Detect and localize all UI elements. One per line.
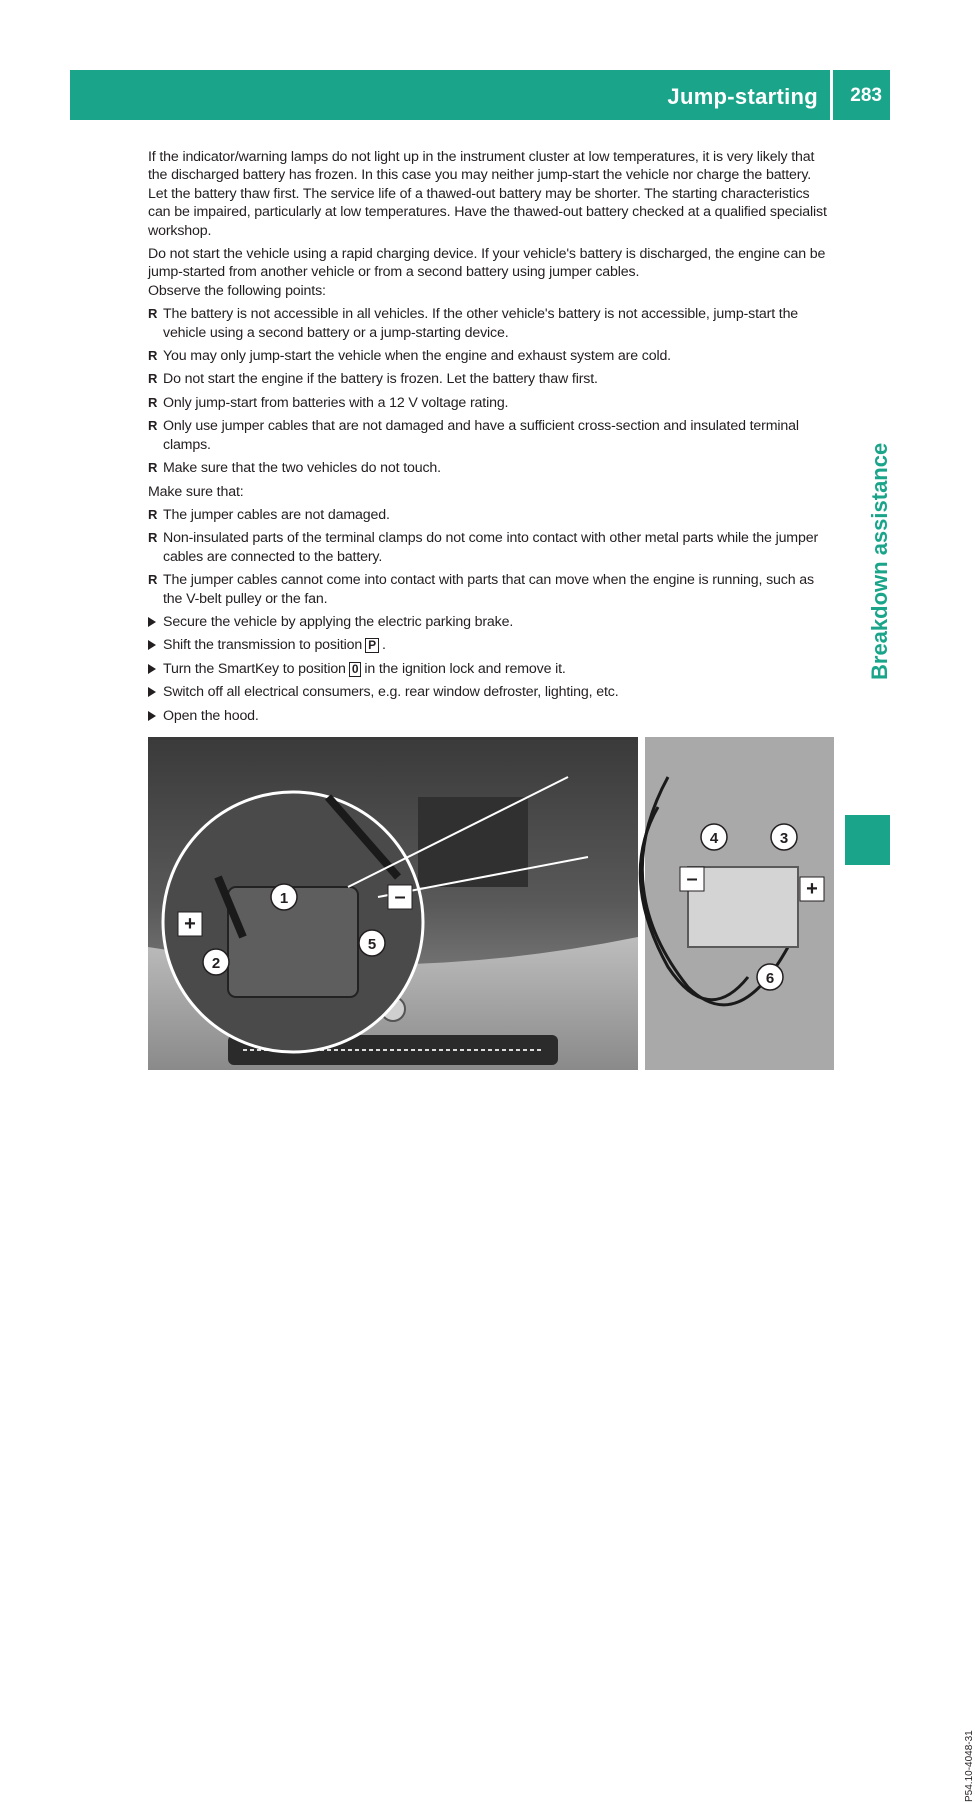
bullet-mark: R bbox=[148, 348, 158, 364]
list-item: R The battery is not accessible in all vehicles. If the other vehicle's battery is not accessible, jump-start the vehicle using a second battery or a jump-starting device. bbox=[148, 306, 799, 341]
step-arrow-icon bbox=[148, 664, 156, 674]
position-p-symbol: P bbox=[365, 638, 379, 653]
side-section-tab bbox=[845, 815, 890, 865]
figure-reference-code: P54.10-4048-31 bbox=[964, 1730, 975, 1802]
list-item: R The jumper cables cannot come into contact with parts that can move when the engine is running, such as the V-belt pulley or the fan. bbox=[148, 572, 814, 607]
bullet-mark: R bbox=[148, 572, 158, 588]
side-section-text: Breakdown assistance bbox=[867, 442, 892, 680]
step-arrow-icon bbox=[148, 711, 156, 721]
minus-symbol-right: – bbox=[686, 868, 698, 890]
bullet-mark: R bbox=[148, 306, 158, 322]
instruction-steps bbox=[148, 613, 834, 725]
step-item: Open the hood. bbox=[148, 707, 834, 725]
side-section-label bbox=[845, 140, 890, 810]
callout-5-label: 5 bbox=[367, 936, 377, 953]
figure-illustration bbox=[148, 737, 834, 1070]
list-item: R Do not start the engine if the battery is frozen. Let the battery thaw first. bbox=[148, 371, 598, 388]
list-item: R Make sure that the two vehicles do not touch. bbox=[148, 460, 441, 477]
plus-symbol-right: + bbox=[806, 878, 818, 900]
step-arrow-icon bbox=[148, 640, 156, 650]
header-bar bbox=[70, 70, 890, 120]
list-item: R Only use jumper cables that are not damaged and have a sufficient cross-section and insulated terminal clamps. bbox=[148, 418, 799, 453]
header-divider bbox=[830, 70, 833, 120]
bullet-mark: R bbox=[148, 530, 158, 546]
bullet-mark: R bbox=[148, 394, 158, 410]
step-item: Switch off all electrical consumers, e.g. rear window defroster, lighting, etc. bbox=[148, 683, 834, 701]
list-item: R The jumper cables are not damaged. bbox=[148, 506, 390, 523]
step-arrow-icon bbox=[148, 617, 156, 627]
paragraph-observe: Observe the following points: bbox=[148, 282, 326, 299]
page-number: 283 bbox=[850, 85, 882, 106]
list-item: R Only jump-start from batteries with a 12 V voltage rating. bbox=[148, 394, 509, 411]
jump-start-figure bbox=[148, 737, 975, 1802]
plus-symbol-left: + bbox=[184, 913, 196, 935]
callout-2-label: 2 bbox=[211, 955, 221, 972]
bullet-mark: R bbox=[148, 418, 158, 434]
minus-symbol-left: – bbox=[394, 886, 406, 908]
bullet-mark: R bbox=[148, 506, 158, 522]
list-item: R You may only jump-start the vehicle when the engine and exhaust system are cold. bbox=[148, 348, 671, 365]
observe-points-list bbox=[148, 305, 834, 477]
bullet-mark: R bbox=[148, 371, 158, 387]
paragraph-make-sure: Make sure that: bbox=[148, 483, 244, 500]
callout-4-label: 4 bbox=[709, 830, 719, 847]
step-item: Turn the SmartKey to position 0 in the ignition lock and remove it. bbox=[148, 660, 834, 678]
callout-3-label: 3 bbox=[779, 830, 789, 847]
position-0-symbol: 0 bbox=[349, 662, 362, 677]
make-sure-list bbox=[148, 506, 834, 608]
list-item: R Non-insulated parts of the terminal clamps do not come into contact with other metal parts while the jumper cables are connected to the battery. bbox=[148, 530, 819, 565]
section-title: Jump-starting bbox=[667, 84, 818, 109]
step-item: Secure the vehicle by applying the electric parking brake. bbox=[148, 613, 834, 631]
paragraph-jump-start-intro: Do not start the vehicle using a rapid charging device. If your vehicle's battery is discharged, the engine can be jump-started from another vehicle or from a second battery using jumper cables. bbox=[148, 246, 826, 281]
callout-1-label: 1 bbox=[279, 890, 289, 907]
bullet-mark: R bbox=[148, 460, 158, 476]
engine-cover bbox=[418, 797, 528, 887]
step-arrow-icon bbox=[148, 687, 156, 697]
step-item: Shift the transmission to position P . bbox=[148, 636, 834, 654]
body-content bbox=[148, 148, 834, 730]
paragraph-frozen-battery: If the indicator/warning lamps do not light up in the instrument cluster at low temperatures, it is very likely that the discharged battery has frozen. In this case you may neither jump-start the vehicle nor charge the battery. Let the battery thaw first. The service life of a thawed-out battery may be shorter. The starting characteristics can be impaired, particularly at low temperatures. Have the thawed-out battery checked at a qualified specialist workshop. bbox=[148, 149, 827, 239]
callout-6-label: 6 bbox=[765, 970, 775, 987]
